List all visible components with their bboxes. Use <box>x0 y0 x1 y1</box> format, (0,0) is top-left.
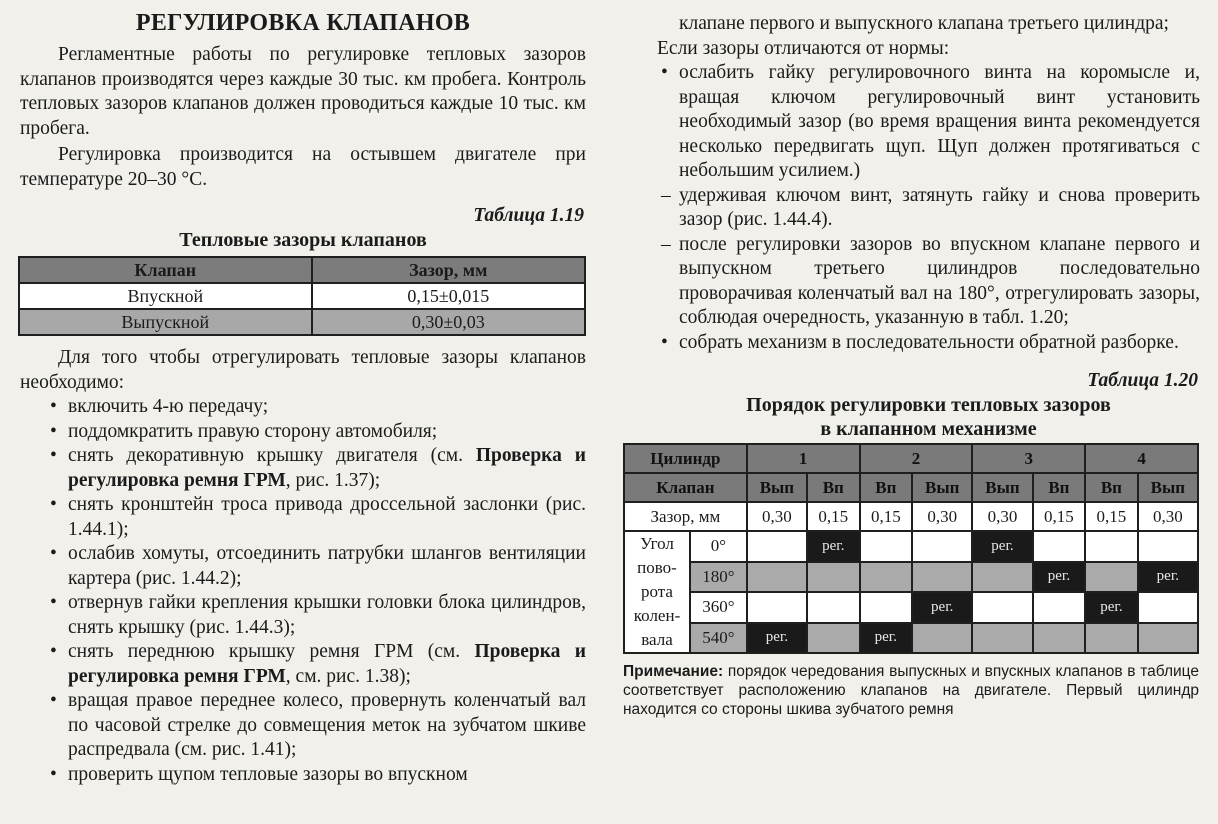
cylinder-number: 3 <box>972 444 1085 473</box>
cylinder-label: Цилиндр <box>624 444 747 473</box>
procedure-intro: Для того чтобы отрегулировать тепловые зазоры клапанов необходимо: <box>20 347 586 393</box>
table-cell <box>860 531 913 562</box>
adjust-marker: рег. <box>807 531 860 562</box>
bullet-marker: • <box>50 494 57 515</box>
angle-label-line: вала <box>641 630 673 649</box>
table-cell: Впускной <box>19 283 312 309</box>
table-row <box>624 473 1198 502</box>
procedure-steps-list <box>20 395 586 787</box>
table-cell <box>807 623 860 654</box>
table-row <box>19 309 585 335</box>
table-row <box>624 502 1198 531</box>
table-row <box>19 283 585 309</box>
gap-value: 0,15 <box>1085 502 1138 531</box>
valve-type: Вп <box>860 473 913 502</box>
valve-type: Вп <box>1033 473 1086 502</box>
table-1-20-title-line2: в клапанном механизме <box>820 418 1037 440</box>
bullet-marker: • <box>50 420 57 442</box>
valve-type: Вып <box>1138 473 1198 502</box>
step-text: снять переднюю крышку ремня ГРМ (см. <box>68 641 475 662</box>
adjust-marker: рег. <box>1138 562 1198 593</box>
table-cell <box>1138 592 1198 623</box>
list-item <box>20 640 586 689</box>
table-1-19 <box>18 256 586 336</box>
table-cell <box>972 562 1032 593</box>
table-cell <box>1138 623 1198 654</box>
gap-value: 0,30 <box>912 502 972 531</box>
adjust-marker: рег. <box>747 623 807 654</box>
table-cell: 0,30±0,03 <box>312 309 585 335</box>
angle-value: 0° <box>690 531 747 562</box>
step-reference: Проверка и регулировка ремня ГРМ <box>68 445 586 491</box>
valve-type: Вп <box>807 473 860 502</box>
step-text: включить 4-ю передачу; <box>68 396 269 417</box>
table-cell <box>1033 592 1086 623</box>
step-text: отвернув гайки крепления крышки головки блока цилиндров, снять крышку (рис. 1.44.3); <box>68 592 586 638</box>
table-row <box>624 592 1198 623</box>
list-item <box>20 395 586 420</box>
list-item <box>20 763 586 788</box>
table-cell <box>747 592 807 623</box>
if-deviation-text: Если зазоры отличаются от нормы: <box>657 37 950 59</box>
gap-value: 0,15 <box>1033 502 1086 531</box>
step-text: , рис. 1.37); <box>285 469 381 491</box>
valve-type: Вып <box>747 473 807 502</box>
table-cell: 0,15±0,015 <box>312 283 585 309</box>
table-cell <box>1085 623 1138 654</box>
table-1-19-title: Тепловые зазоры клапанов <box>179 229 427 251</box>
table-cell <box>807 592 860 623</box>
angle-value: 360° <box>690 592 747 623</box>
angle-value: 540° <box>690 623 747 654</box>
angle-label-line: Угол <box>640 534 674 553</box>
gap-value: 0,30 <box>747 502 807 531</box>
step-text: поддомкратить правую сторону автомобиля; <box>68 420 438 442</box>
list-item <box>20 420 586 445</box>
table-row <box>624 623 1198 654</box>
list-item <box>20 542 586 591</box>
step-text: снять кронштейн троса привода дроссельной заслонки (рис. 1.44.1); <box>68 494 586 540</box>
step-text: снять декоративную крышку двигателя (см. <box>68 445 476 466</box>
table-cell <box>860 562 913 593</box>
left-column <box>20 0 586 787</box>
bullet-marker: • <box>50 543 57 564</box>
right-column <box>623 0 1200 719</box>
valve-type: Вып <box>972 473 1032 502</box>
angle-label <box>624 531 690 653</box>
adjust-marker: рег. <box>1033 562 1086 593</box>
table-cell <box>1033 623 1086 654</box>
table-1-20-title-line1: Порядок регулировки тепловых зазоров <box>746 394 1111 416</box>
paragraph-schedule: Регламентные работы по регулировке тепловых зазоров клапанов производятся через каждые 30 тыс. км пробега. Контроль тепловых зазоров клапанов должен проводиться каждые 10 тыс. км пробега. <box>20 44 586 139</box>
list-item <box>20 444 586 493</box>
bullet-marker: • <box>50 690 57 711</box>
list-item <box>657 331 1200 356</box>
page-title: РЕГУЛИРОВКА КЛАПАНОВ <box>135 10 471 36</box>
list-item <box>20 689 586 763</box>
table-cell <box>912 562 972 593</box>
angle-label-line: колен- <box>633 606 681 625</box>
valve-type: Вп <box>1085 473 1138 502</box>
table-1-19-caption: Таблица 1.19 <box>473 205 584 226</box>
adjust-marker: рег. <box>972 531 1032 562</box>
table-cell <box>972 592 1032 623</box>
table-cell <box>912 623 972 654</box>
table-row <box>624 562 1198 593</box>
bullet-marker: • <box>50 445 57 466</box>
gap-value: 0,30 <box>1138 502 1198 531</box>
list-item <box>657 233 1200 331</box>
adjustment-actions-list <box>657 61 1200 355</box>
table-1-20 <box>623 443 1199 654</box>
angle-label-line: пово- <box>637 558 677 577</box>
cylinder-number: 1 <box>747 444 860 473</box>
table-cell <box>1085 562 1138 593</box>
gap-value: 0,15 <box>860 502 913 531</box>
table-cell <box>1085 531 1138 562</box>
table-cell: Выпускной <box>19 309 312 335</box>
table-row <box>624 531 1198 562</box>
action-text: удерживая ключом винт, затянуть гайку и снова проверить зазор (рис. 1.44.4). <box>679 184 1200 230</box>
angle-label-line: рота <box>641 582 673 601</box>
valve-type: Вып <box>912 473 972 502</box>
bullet-marker: • <box>50 763 57 785</box>
bullet-marker: • <box>661 62 668 83</box>
action-text: ослабить гайку регулировочного винта на коромысле и, вращая ключом регулировочный винт установить необходимый зазор (во время вращения винта рекомендуется несколько передвигать щуп. Щуп должен протягиваться с небольшим усилием.) <box>679 62 1200 181</box>
table-cell <box>1138 531 1198 562</box>
bullet-marker: • <box>50 592 57 613</box>
table-cell <box>747 562 807 593</box>
table-cell <box>972 623 1032 654</box>
table-cell <box>1033 531 1086 562</box>
note-text: порядок чередования выпускных и впускных клапанов в таблице соответствует расположению клапанов на двигателе. Первый цилиндр находится со стороны шкива зубчатого ремня <box>623 663 1199 718</box>
table-header-gap: Зазор, мм <box>312 257 585 283</box>
step-text: вращая правое переднее колесо, провернуть коленчатый вал по часовой стрелке до совмещения меток на зубчатом шкиве распредвала (см. рис. 1.41); <box>68 690 586 760</box>
list-item <box>20 493 586 542</box>
gap-value: 0,30 <box>972 502 1032 531</box>
table-cell <box>747 531 807 562</box>
action-text: собрать механизм в последовательности обратной разборке. <box>679 331 1179 353</box>
table-1-20-caption: Таблица 1.20 <box>1087 370 1198 391</box>
cylinder-number: 4 <box>1085 444 1198 473</box>
step-text: проверить щупом тепловые зазоры во впускном <box>68 763 468 785</box>
angle-value: 180° <box>690 562 747 593</box>
table-cell <box>860 592 913 623</box>
list-item <box>657 61 1200 184</box>
bullet-marker: – <box>661 233 671 255</box>
adjust-marker: рег. <box>860 623 913 654</box>
step-text: ослабив хомуты, отсоединить патрубки шлангов вентиляции картера (рис. 1.44.2); <box>68 543 586 589</box>
table-row <box>624 444 1198 473</box>
gap-label: Зазор, мм <box>624 502 747 531</box>
adjust-marker: рег. <box>912 592 972 623</box>
valve-label: Клапан <box>624 473 747 502</box>
list-item <box>20 591 586 640</box>
table-cell <box>912 531 972 562</box>
gap-value: 0,15 <box>807 502 860 531</box>
continuation-text: клапане первого и выпускного клапана третьего цилиндра; <box>679 13 1169 34</box>
adjust-marker: рег. <box>1085 592 1138 623</box>
table-cell <box>807 562 860 593</box>
bullet-marker: • <box>661 331 668 353</box>
step-reference: Проверка и регулировка ремня ГРМ <box>68 641 586 687</box>
note-label: Примечание: <box>623 663 724 680</box>
step-text: , см. рис. 1.38); <box>285 665 411 687</box>
paragraph-temperature: Регулировка производится на остывшем двигателе при температуре 20–30 °С. <box>20 144 586 190</box>
cylinder-number: 2 <box>860 444 973 473</box>
bullet-marker: • <box>50 641 57 662</box>
table-note <box>623 662 1199 719</box>
list-item <box>657 184 1200 233</box>
table-header-valve: Клапан <box>19 257 312 283</box>
action-text: после регулировки зазоров во впускном клапане первого и выпускном третьего цилиндров последовательно проворачивая коленчатый вал на 180°, отрегулировать зазоры, соблюдая очередность, указанную в табл. 1.20; <box>679 233 1200 328</box>
bullet-marker: • <box>50 396 57 417</box>
bullet-marker: – <box>661 184 671 206</box>
